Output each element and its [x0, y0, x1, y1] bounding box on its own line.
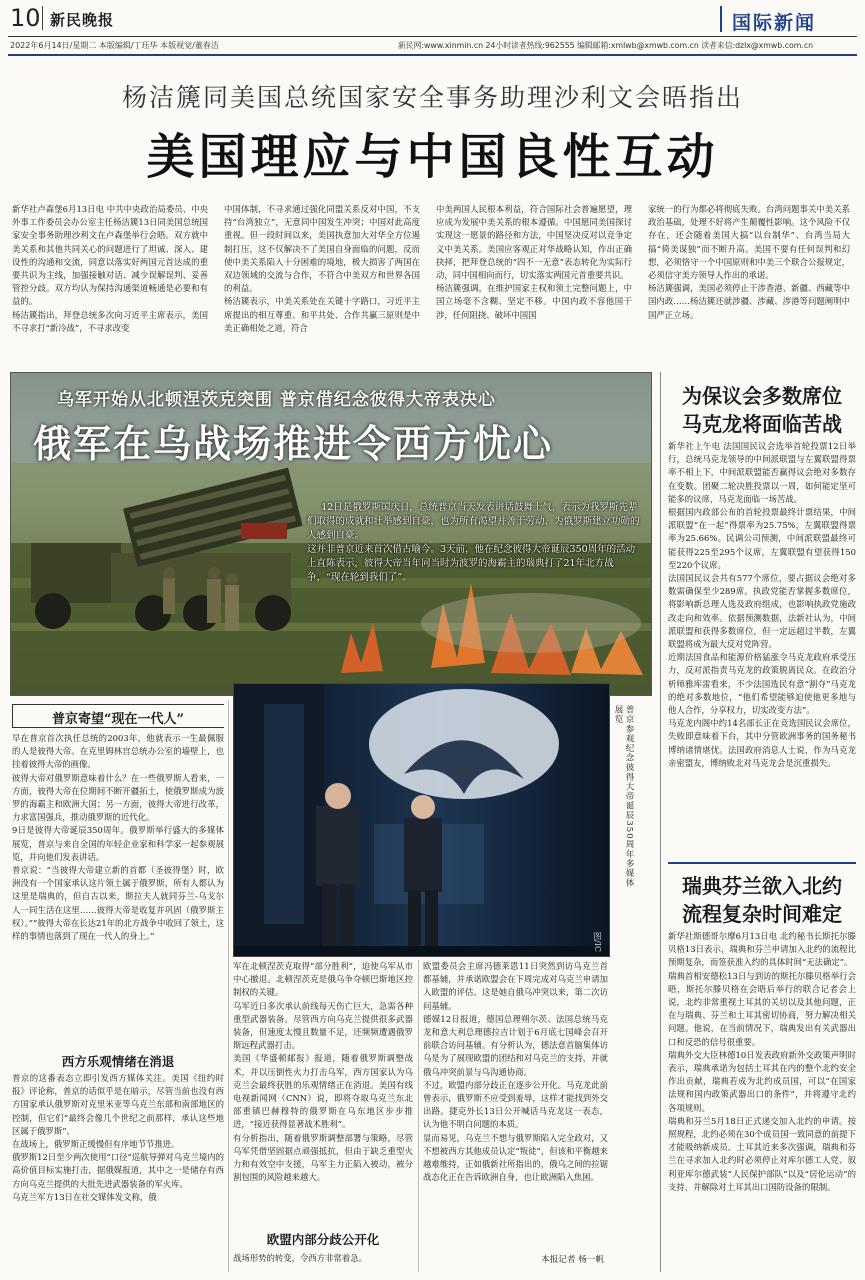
inset-caption: 普京参观纪念彼得大帝诞辰350周年多媒体展览 [613, 705, 634, 888]
col1-subhead-2: 西方乐观情绪在消退 [61, 1054, 175, 1069]
exhibition-scene [234, 684, 609, 956]
side1-text: 新华社上午电 法国国民议会选举首轮投票12日举行，总统马克龙领导的中间派联盟与左翼联盟得票率不相上下，中间派联盟能否赢得议会绝对多数存在变数。团聚二轮决胜投票以一周，如何能定坚可能多的议席，马克龙面临一场苦战。 根据国内政部公布的首轮投票最终计票结果，中间派联盟“在一起”得票率为25.75%，左翼联盟得票率为25.66%。民调公司预测，中间派联盟最终可能获得225至295个议席，左翼联盟有望获得150至220个议席。 法国国民议会共有577个席位，要占据议会绝对多数需确保至少289席。执政党能否掌握多数席位，将影响新总理人选及政府组成，也影响执政党施政改走向和效率。依据预测数据，法新社认为，中间派联盟和获得多数席位，但一定远超过半数，左翼联盟将成为最大反对党阵营。 近期法国食品和能源价格猛涨令马克龙政府承受压力，反对派指责马克龙的政策脱离民众。在政治分析师雅库雷看来，不少法国选民有意“割夺”马克龙的绝对多数地位，“他们希望能够迫使他更多地与他人合作，分享权力，切实改变方法”。 马克龙内阁中约14名部长正在竞选国民议会席位，失败即意味着下台，其中分管欧洲事务的国务秘书博纳诸情堪忧。法国政府消息人士说，作为马克龙亲密盟友，博纳败北对马克龙会是沉重损失。 [668, 441, 856, 768]
col1-text: 早在普京首次执任总统的2003年，他就表示一生最佩服的人是彼得大帝。在克里姆林宫总统办公室的墙壁上，也挂着彼得大帝的画像。 彼得大帝对俄罗斯意味着什么？在一些俄罗斯人看来，一方面，彼得大帝在位期间不断开疆拓土，使俄罗斯成为波罗的海霸主和欧洲大国；另一方面，彼得大帝进行改革，力求富国强兵，推动俄罗斯的近代化。 9日是彼得大帝诞辰350周年。俄罗斯举行盛大的多媒体展览，普京与来自全国的年轻企业家和科学家一起参观展览，并向他们发表讲话。 普京说：“当彼得大帝建立新的首都（圣彼得堡）时，欧洲没有一个国家承认这片领土属于俄罗斯，所有人都认为这里是瑞典的，但自古以来，斯拉夫人就同芬兰-乌戈尔人一同生活在这里……彼得大帝是收复并巩固（俄罗斯主权）。”“彼得大帝在长达21年的北方战争中收回了领土，这样的事情也落到了现在一代人的身上。” [12, 733, 224, 942]
side2-headline-2: 流程复杂时间难定 [682, 902, 842, 926]
side2-headline-1: 瑞典芬兰欲入北约 [682, 874, 842, 898]
masthead [0, 0, 865, 40]
side-story-2 [668, 868, 856, 1272]
person-left [316, 783, 360, 946]
col1-text-2: 普京的这番表态立即引发西方媒体关注。美国《纽约时报》评论称，普京的话似乎是在暗示，尽管当前也没有西方国家承认俄罗斯对克里米亚等乌克兰东部和南部地区的控制，但它们“最终会像几个世纪之前那样，承认这些地区属于俄罗斯”。 在战场上，俄罗斯正缓慢但有序地节节推进。 俄罗斯12日至少两次使用“口径”巡航导弹对乌克兰境内的高价值目标实施打击，据俄媒报道，其中之一是储存有西方向乌克兰提供的大批先进武器装备的军火库。 乌克兰军方13日在社交媒体发文称，俄 [12, 1073, 224, 1202]
lead-col-4: 家统一的行为都必将彻底失败。台湾问题事关中美关系政治基础，处理不好将产生颠覆性影响。这个风险不仅存在，还会随着美国大搞“以台制华”、台湾当局大搞“倚美谋独”而不断升高。美国不要有任何误判和幻想，必须恪守一个中国原则和中美三个联合公报规定，必须信守美方领导人作出的承诺。 杨洁篪强调，美国必须停止干涉香港、新疆、西藏等中国内政……杨洁篪还就涉疆、涉藏、涉港等问题阐明中国严正立场。 [648, 204, 850, 320]
side1-headline-1: 为保议会多数席位 [682, 384, 842, 408]
contact-line: 新民网:www.xinmin.cn 24小时读者热线:962555 编辑邮箱:xmlwb@xmwb.com.cn 读者来信:dzlx@xmwb.com.cn [398, 41, 814, 50]
feature-col-1 [12, 700, 224, 1272]
side-story-1 [668, 376, 856, 856]
feature-col-3 [423, 960, 608, 1272]
byline: 本报记者 杨一帆 [541, 1255, 604, 1265]
lead-col-2: 中国体制，不寻求通过强化同盟关系反对中国，不支持“台湾独立”，无意同中国发生冲突；中国对此高度重视。但一段时间以来，美国执意加大对华全方位遏制打压，这不仅解决不了美国自身面临的问题，反而使中美关系陷入十分困难的境地，极大损害了两国在双边领域的交流与合作，不符合中美双方和世界各国的利益。 杨洁篪表示，中美关系处在关键十字路口，习近平主席提出的相互尊重、和平共处、合作共赢三原则是中美正确相处之道，符合 [224, 204, 420, 333]
col2-text-2: 战场形势的转变，令西方非常着急。 [233, 1253, 367, 1263]
section-title: 国际新闻 [732, 12, 817, 34]
date-line: 2022年6月14日/星期二 本版编辑/丁珏华 本版视觉/董春洁 [10, 41, 219, 50]
lead-col-3: 中美两国人民根本利益，符合国际社会普遍愿望，理应成为发展中美关系的根本遵循。中国愿同美国探讨实现这一愿景的路径和方法，中国坚决反对以竞争定义中美关系。美国应客观正对华战略认知，作出正确抉择，把拜登总统的“四不一无意”表态转化为实际行动，同中国相向而行，切实落实两国元首重要共识。 杨洁篪强调，在维护国家主权和领土完整问题上，中国立场毫不含糊、坚定不移。中国内政不容他国干涉，任何阻挠、破坏中国国 [436, 204, 632, 320]
lead-kicker: 杨洁篪同美国总统国家安全事务助理沙利文会晤指出 [121, 83, 743, 112]
feature-photo [10, 372, 652, 696]
inset-photo [233, 683, 610, 957]
feature-col-2 [233, 960, 413, 1272]
side1-headline-2: 马克龙将面临苦战 [682, 412, 842, 436]
lead-headline: 美国理应与中国良性互动 [146, 129, 719, 185]
col3-text: 欧盟委员会主席冯德莱恩11日突然到访乌克兰首都基辅，并承诺欧盟会在下周完成对乌克兰申请加入欧盟的评估。这是她自俄乌冲突以来，第二次访问基辅。 德媒12日报道，德国总理朔尔茨、法国总统马克龙和意大利总理德拉吉计划于6月底七国峰会召开前联合访问基辅。有分析认为，德法意首脑集体访乌是为了展现欧盟的团结和对乌克兰的支持，并就俄乌冲突前景与乌沟通协商。 不过，欧盟内部分歧正在逐步公开化。马克龙此前曾表示，俄罗斯不应受到羞辱，这样才能找到外交出路。捷克外长13日公开喊话马克龙这一表态，认为他不明白问题的本质。 显而易见，乌克兰不想与俄罗斯陷入完全政对，又不想被西方其他成员认定“叛徒”，但该和平衡越来越难维持，正如俄新社所指出的，俄乌之间的拉锯战态化正在告诉欧洲自身，也让欧洲陷入焦困。 [423, 961, 608, 1183]
photo-caption: 12日是俄罗斯国庆日，总统普京当天发表讲话鼓舞士气，表示为我罗斯先辈们取得的成就和壮举感到自豪，也为所有渴望并善于劳动、为俄罗斯建立功勋的人感到自豪。 这并非普京近来首次借古喻今。3天前，他在纪念彼得大帝诞辰350周年的活动上直陈表示，彼得大帝当年同当时为波罗的海霸主的瑞典打了21年北方战争，“现在轮到我们了”。 [307, 502, 640, 583]
page-number: 10 [10, 4, 41, 32]
photo-headline: 俄军在乌战场推进令西方忧心 [33, 422, 554, 466]
inset-credit: 图/IC [593, 932, 602, 952]
side2-text: 新华社斯德哥尔摩6月13日电 北约秘书长斯托尔滕贝格13日表示，瑞典和芬兰申请加入北约的流程比预期复杂，而签获准入约的具体时间“无法确定”。 瑞典首相安德松13日与到访的斯托尔滕贝格举行会晤，斯托尔滕贝格在会晤后举行的联合记者会上说，北约非常重视土耳其的关切以及其他问题，正在与瑞典、芬兰和土耳其密切协商，努力解决相关问题。他说，在当前情况下，瑞典发出有关武器出口和反恐的信号很重要。 瑞典外交大臣林德10日发表政府新外交政策声明时表示，瑞典承诺为包括土耳其在内的整个北约安全作出贡献，瑞典若成为北约成员国，可以“在国家法规和国内政策武器出口的条件”，并将遵守北约各项规则。 瑞典和芬兰5月18日正式递交加入北约的申请。按照规程，北约必须在30个成员国一致同意的前提下才能吸纳新成员。土耳其近来多次强调，瑞典和芬兰在寻求加入北约时必须停止对库尔德工人党、叙利亚库尔德武装“人民保护部队”以及“居伦运动”的支持，并解除对土耳其出口国防设备的限制。 [668, 931, 856, 1192]
paper-name: 新民晚报 [50, 11, 115, 29]
photo-deck: 乌军开始从北顿涅茨克突围 普京借纪念彼得大帝表决心 [57, 390, 496, 410]
col1-subhead: 普京寄望“现在一代人” [52, 712, 184, 727]
lead-col-1: 新华社卢森堡6月13日电 中共中央政治局委员、中央外事工作委员会办公室主任杨洁篪13日同美国总统国家安全事务助理沙利文在卢森堡举行会晤。双方就中美关系和其他共同关心的问题进行了坦诚、深入、建设性的沟通和交流，同意以落实好两国元首达成的重要共识为主线，加强接触对话、减少误解误判、妥善管控分歧。双方均认为保持沟通渠道畅通是必要和有益的。 杨洁篪指出，拜登总统多次向习近平主席表示，美国不寻求打“新冷战”，不寻求改变 [12, 204, 208, 333]
col2-text: 军在北顿涅茨克取得“部分胜利”，迫使乌军从市中心撤退。北顿涅茨克是俄乌争夺顿巴斯地区控制权的关键。 乌军近日多次承认前线每天伤亡巨大，急需各种重型武器装备。尽管西方向乌克兰提供很多武器装备，但速度太慢且数量不足，还频频遭遇俄罗斯远程武器打击。 美国《华盛顿邮报》报道，随着俄罗斯调整战术，并以压倒性火力打击乌军，西方国家认为乌克兰会最终获胜的乐观情绪正在消退。美国有线电视新闻网（CNN）说，即将夺取乌克兰东北部重镇巴赫穆特的俄罗斯在乌东地区步步推进，“接近获得显著战术胜利”。 有分析指出，随着俄罗斯调整部署与策略，尽管乌军凭借坚固据点顽强抵抗，但由于缺乏重型火力和有效空中支援，乌军主力正陷入被动，被分割包围的风险越来越大。 [233, 961, 413, 1183]
person-right [404, 795, 442, 946]
col2-subhead: 欧盟内部分歧公开化 [266, 1232, 380, 1247]
lead-body [12, 203, 854, 368]
